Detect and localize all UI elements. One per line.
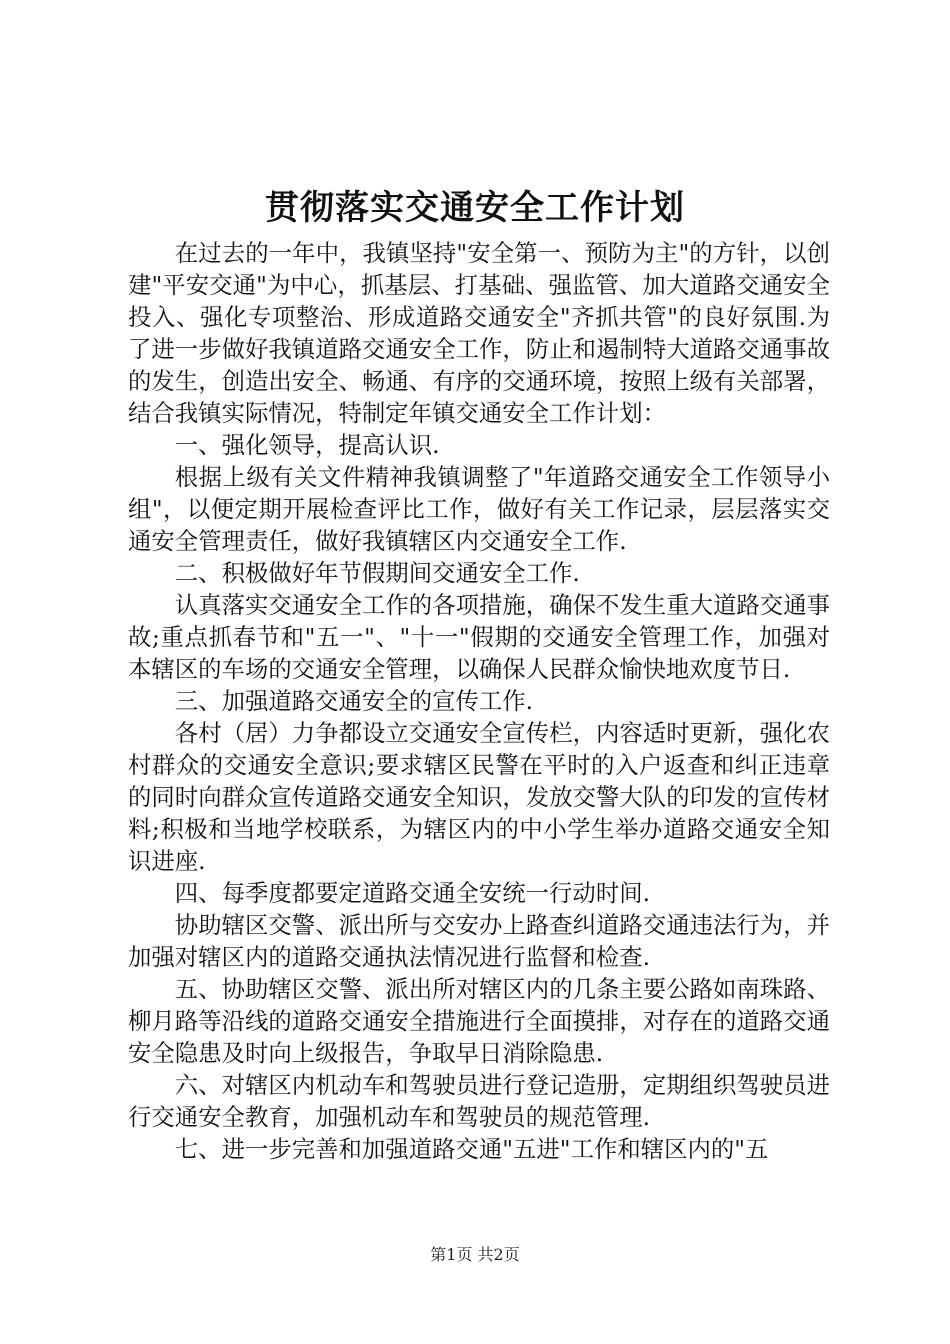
paragraph-4: 协助辖区交警、派出所与交安办上路查纠道路交通违法行为，并加强对辖区内的道路交通执法情况进行监督和检查.: [128, 911, 830, 971]
section-item-7: 七、进一步完善和加强道路交通"五进"工作和辖区内的"五: [174, 1135, 769, 1163]
section-heading-1: 一、强化领导，提高认识.: [174, 431, 440, 459]
page-footer: 第1页 共2页: [430, 1245, 520, 1264]
section-item-5: 五、协助辖区交警、派出所对辖区内的几条主要公路如南珠路、柳月路等沿线的道路交通安全措施进行全面摸排，对存在的道路交通安全隐患及时向上级报告，争取早日消除隐患.: [128, 975, 830, 1067]
document-body: [128, 237, 830, 1165]
section-heading-4: 四、每季度都要定道路交通全安统一行动时间.: [174, 879, 651, 907]
section-item-6: 六、对辖区内机动车和驾驶员进行登记造册，定期组织驾驶员进行交通安全教育，加强机动车和驾驶员的规范管理.: [128, 1071, 830, 1131]
paragraph-3: 各村（居）力争都设立交通安全宣传栏，内容适时更新，强化农村群众的交通安全意识;要求辖区民警在平时的入户返查和纠正违章的同时向群众宣传道路交通安全知识，发放交警大队的印发的宣传材料;积极和当地学校联系，为辖区内的中小学生举办道路交通安全知识进座.: [128, 719, 830, 875]
paragraph-1: 根据上级有关文件精神我镇调整了"年道路交通安全工作领导小组"，以便定期开展检查评比工作，做好有关工作记录，层层落实交通安全管理责任，做好我镇辖区内交通安全工作.: [128, 463, 830, 555]
paragraph-intro: 在过去的一年中，我镇坚持"安全第一、预防为主"的方针，以创建"平安交通"为中心，抓基层、打基础、强监管、加大道路交通安全投入、强化专项整治、形成道路交通安全"齐抓共管"的良好氛围.为了进一步做好我镇道路交通安全工作，防止和遏制特大道路交通事故的发生，创造出安全、畅通、有序的交通环境，按照上级有关部署，结合我镇实际情况，特制定年镇交通安全工作计划：: [128, 239, 830, 427]
section-heading-3: 三、加强道路交通安全的宣传工作.: [174, 687, 534, 715]
section-heading-2: 二、积极做好年节假期间交通安全工作.: [174, 559, 580, 587]
paragraph-2: 认真落实交通安全工作的各项措施，确保不发生重大道路交通事故;重点抓春节和"五一"、"十一"假期的交通安全管理工作，加强对本辖区的车场的交通安全管理，以确保人民群众愉快地欢度节日.: [128, 591, 830, 683]
document-title: 贯彻落实交通安全工作计划: [265, 188, 685, 228]
